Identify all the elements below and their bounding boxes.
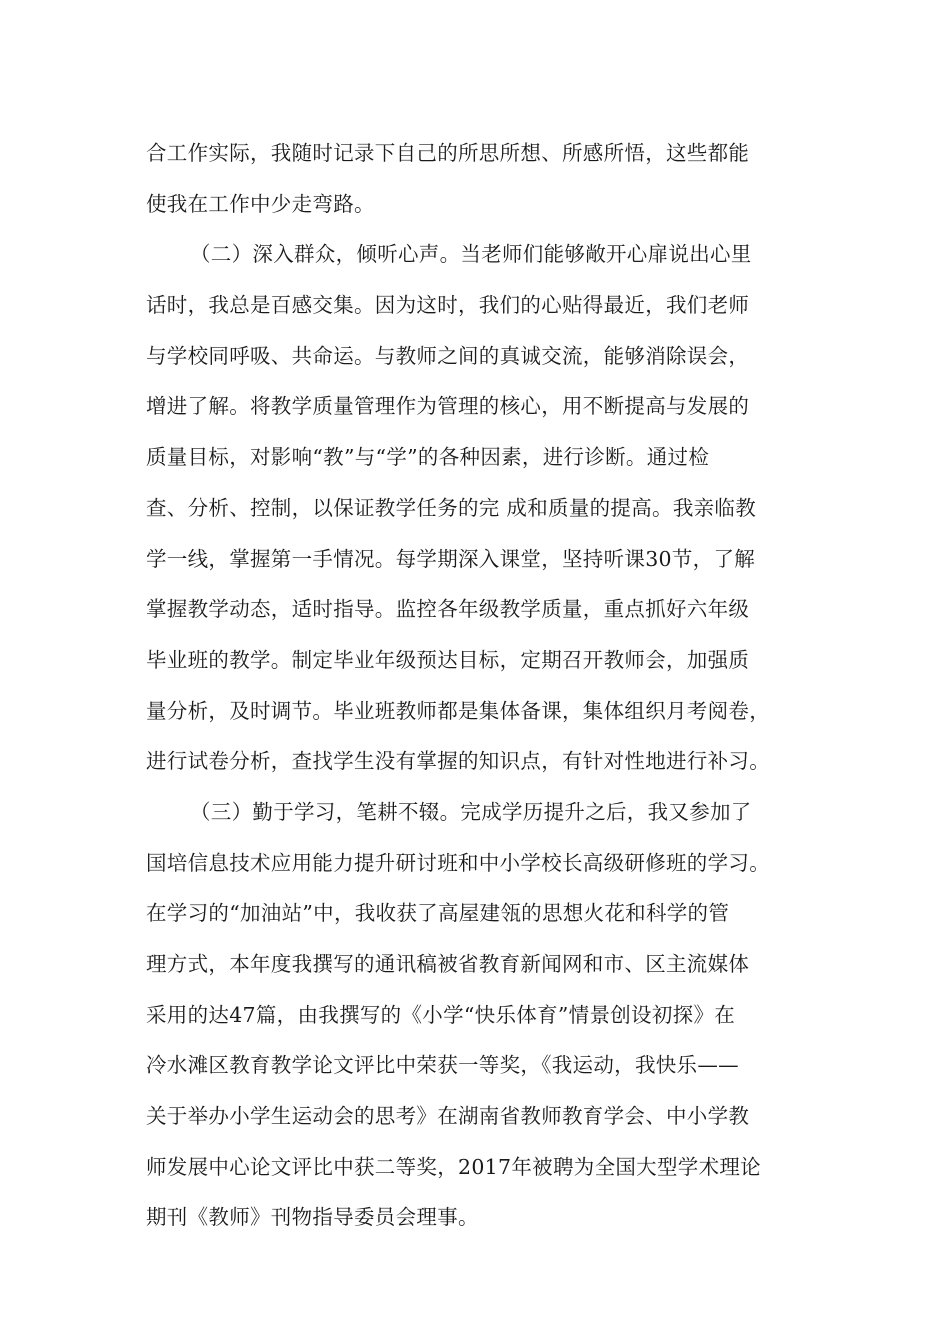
text-line: 师发展中心论文评比中获二等奖，2017年被聘为全国大型学术理论 — [146, 1154, 761, 1179]
text-line: 国培信息技术应用能力提升研讨班和中小学校长高级研修班的学习。 — [146, 850, 770, 875]
text-line: 与学校同呼吸、共命运。与教师之间的真诚交流，能够消除误会， — [146, 343, 750, 368]
text-line: 查、分析、控制，以保证教学任务的完 成和质量的提高。我亲临教 — [146, 495, 757, 520]
text-line: 话时，我总是百感交集。因为这时，我们的心贴得最近，我们老师 — [146, 293, 750, 318]
text-line: 使我在工作中少走弯路。 — [146, 191, 375, 216]
text-line: 进行试卷分析，查找学生没有掌握的知识点，有针对性地进行补习。 — [146, 749, 770, 774]
text-line: 质量目标，对影响“教”与“学”的各种因素，进行诊断。通过检 — [146, 445, 710, 470]
text-line: 增进了解。将教学质量管理作为管理的核心，用不断提高与发展的 — [146, 394, 750, 419]
text-line: 掌握教学动态，适时指导。监控各年级教学质量，重点抓好六年级 — [146, 597, 750, 622]
text-line: 在学习的“加油站”中，我收获了高屋建瓴的思想火花和科学的管 — [146, 901, 730, 926]
text-line: 理方式，本年度我撰写的通讯稿被省教育新闻网和市、区主流媒体 — [146, 952, 750, 976]
text-line: 学一线，掌握第一手情况。每学期深入课堂，坚持听课30节，了解 — [146, 546, 756, 571]
paragraph-heading-line: （二）深入群众，倾听心声。当老师们能够敞开心扉说出心里 — [190, 242, 752, 267]
text-line: 采用的达47篇，由我撰写的《小学“快乐体育”情景创设初探》在 — [146, 1002, 736, 1027]
text-line: 合工作实际，我随时记录下自己的所思所想、所感所悟，这些都能 — [146, 141, 750, 165]
document-body — [146, 128, 806, 1243]
text-line: 关于举办小学生运动会的思考》在湖南省教师教育学会、中小学教 — [146, 1104, 750, 1129]
text-line: 量分析，及时调节。毕业班教师都是集体备课，集体组织月考阅卷， — [146, 698, 770, 723]
paragraph-heading-line: （三）勤于学习，笔耕不辍。完成学历提升之后，我又参加了 — [190, 799, 752, 824]
text-line: 冷水滩区教育教学论文评比中荣获一等奖，《我运动，我快乐—— — [146, 1053, 739, 1078]
text-line: 期刊《教师》刊物指导委员会理事。 — [146, 1205, 479, 1230]
text-line: 毕业班的教学。制定毕业年级预达目标，定期召开教师会，加强质 — [146, 647, 750, 672]
